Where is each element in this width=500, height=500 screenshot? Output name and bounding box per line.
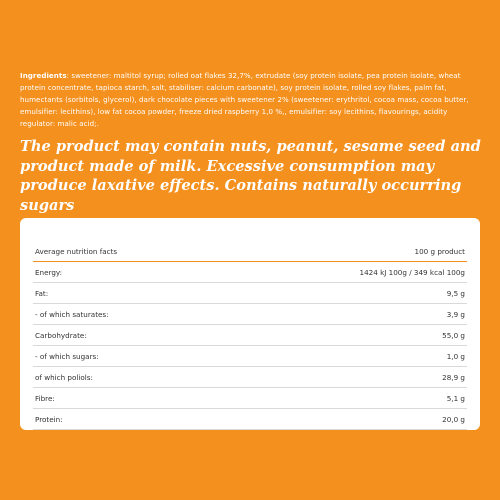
nutrient-label: Carbohydrate: [35,330,87,340]
nutrient-value: 20,0 g [442,414,465,424]
nutrition-header-label: Average nutrition facts [35,246,118,256]
nutrient-label: Fibre: [35,393,55,403]
nutrient-value: 1424 kJ 100g / 349 kcal 100g [359,267,465,277]
nutrient-value: 9,5 g [446,288,465,298]
nutrient-label: Energy: [35,267,63,277]
nutrition-card [20,218,480,430]
nutrient-value: 5,1 g [446,393,465,403]
nutrient-label: of which poliols: [35,372,93,382]
ingredients-list: : sweetener: maltitol syrup; rolled oat flakes 32,7%, extrudate (soy protein isolate, pea protein isolate, wheat protein concentrate, tapioca starch, salt, stabiliser: calcium carbonate), soy protein isolate, rolled soy flakes, palm fat, humectants (sorbitols, glycerol), dark chocolate pieces with sweetener 2% (sweetener: erythritol, cocoa mass, cocoa butter, emulsifier: lecithins), low fat cocoa powder, freeze dried raspberry 1,0 %,, emulsifier: soy lecithins, flavourings, acidity regulator: malic acid;. [20,71,469,128]
nutrition-row-sugars [33,346,467,367]
nutrition-header-value: 100 g product [414,246,465,256]
ingredients-label: Ingredients [20,71,67,80]
nutrition-row-saturates [33,304,467,325]
nutrient-value: 55,0 g [442,330,465,340]
nutrition-table [33,241,467,430]
nutrition-row-energy [33,262,467,283]
nutrient-label: Fat: [35,288,49,298]
nutrient-label: - of which saturates: [35,309,109,319]
nutrition-row-carbohydrate [33,325,467,346]
nutrition-header-row [33,241,467,262]
allergen-warning: The product may contain nuts, peanut, sesame seed and product made of milk. Excessive consumption may produce laxative effects. Contains naturally occurring sugars [20,138,481,214]
nutrient-value: 28,9 g [442,372,465,382]
ingredients-text [20,70,482,130]
nutrient-label: - of which sugars: [35,351,99,361]
nutrition-row-protein [33,409,467,430]
nutrition-row-polyols [33,367,467,388]
nutrient-label: Protein: [35,414,63,424]
nutrition-row-fat [33,283,467,304]
nutrition-row-fibre [33,388,467,409]
nutrient-value: 3,9 g [446,309,465,319]
nutrient-value: 1,0 g [446,351,465,361]
